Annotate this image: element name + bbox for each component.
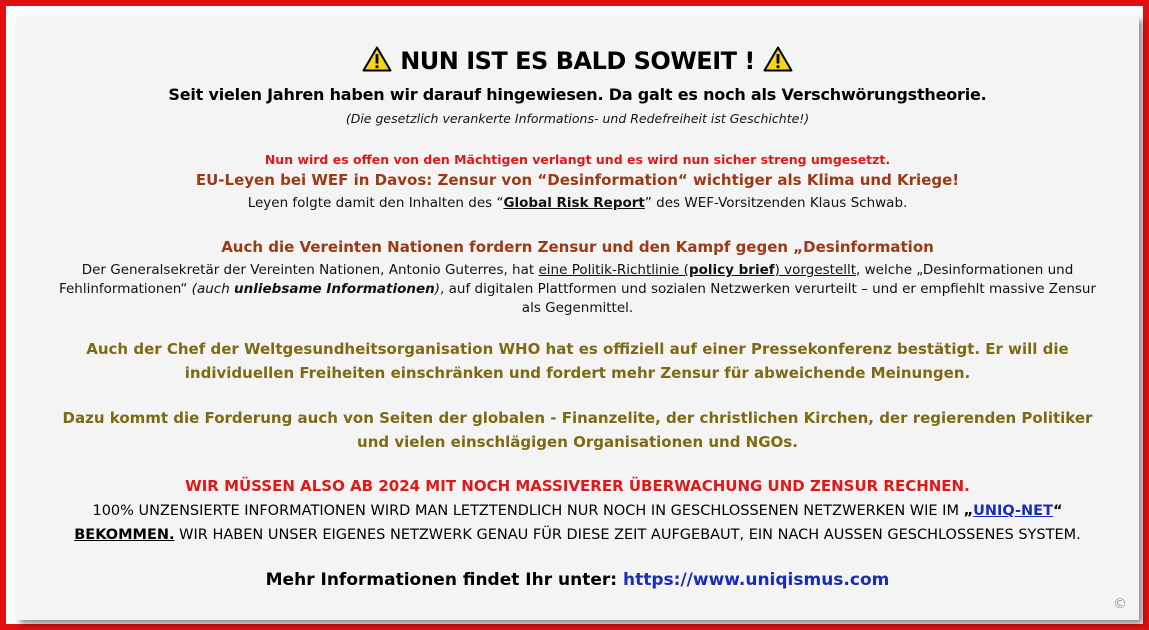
caps-text-2: WIR HABEN UNSER EIGENES NETZWERK GENAU FÜR DIESE ZEIT AUFGEBAUT, EIN NACH AUSSEN GESCHLOSSENES SYSTEM. (174, 527, 1081, 543)
notice-panel (16, 16, 1139, 620)
page-title-text: NUN IST ES BALD SOWEIT ! (400, 47, 755, 75)
leyen-text-before: Leyen folgte damit den Inhalten des “ (247, 195, 504, 211)
page-title (16, 46, 1139, 75)
policy-brief-link[interactable] (538, 262, 856, 278)
leyen-line (16, 195, 1139, 211)
un-italic (192, 281, 440, 297)
un-text-3: , auf digitalen Plattformen und sozialen Netzwerken verurteilt – und er empfiehlt massive Zensur als Gegenmittel. (440, 281, 1097, 316)
un-text-1: Der Generalsekretär der Vereinten Nationen, Antonio Guterres, hat (81, 262, 539, 278)
italic-bold: unliebsame Informationen (234, 281, 435, 297)
un-paragraph (56, 261, 1099, 318)
close-quote: “ (1052, 503, 1063, 519)
policy-brief-bold: policy brief (688, 262, 775, 278)
italic-end: ) (434, 281, 441, 297)
warning-icon (763, 46, 793, 72)
copyright-symbol: © (1113, 596, 1127, 612)
caps-text-1: 100% UNZENSIERTE INFORMATIONEN WIRD MAN LETZTENDLICH NUR NOCH IN GESCHLOSSENEN NETZWERKEN WIE IM (92, 503, 964, 519)
global-risk-report-link[interactable]: Global Risk Report (503, 195, 645, 211)
subtitle: Seit vielen Jahren haben wir darauf hingewiesen. Da galt es noch als Verschwörungstheorie. (168, 85, 987, 104)
more-info-label: Mehr Informationen findet Ihr unter: (265, 570, 623, 590)
caps-paragraph (36, 499, 1119, 547)
red-warning: WIR MÜSSEN ALSO AB 2024 MIT NOCH MASSIVERER ÜBERWACHUNG UND ZENSUR RECHNEN. (185, 477, 970, 495)
website-link[interactable]: https://www.uniqismus.com (623, 570, 890, 590)
italic-start: (auch (191, 281, 235, 297)
un-text-2: , welche „Desinformationen und Fehlinformationen“ (58, 262, 1074, 297)
un-heading: Auch die Vereinten Nationen fordern Zensur und den Kampf gegen „Desinformation (221, 238, 934, 256)
italic-note: (Die gesetzlich verankerte Informations- und Redefreiheit ist Geschichte!) (345, 111, 810, 126)
red-notice: Nun wird es offen von den Mächtigen verlangt und es wird nun sicher streng umgesetzt. (264, 152, 891, 167)
uniq-net-quote (964, 503, 1063, 519)
who-paragraph: Auch der Chef der Weltgesundheitsorganisation WHO hat es offiziell auf einer Pressekonferenz bestätigt. Er will die individuellen Freiheiten einschränken und fordert mehr Zensur für abweichende Meinungen. (86, 340, 1069, 382)
eu-heading: EU-Leyen bei WEF in Davos: Zensur von “Desinformation“ wichtiger als Klima und Kriege! (195, 171, 960, 189)
bekommen-bold: BEKOMMEN. (74, 527, 175, 543)
open-quote: „ (963, 503, 974, 519)
warning-icon (362, 46, 392, 72)
dazu-paragraph: Dazu kommt die Forderung auch von Seiten der globalen - Finanzelite, der christlichen Kirchen, der regierenden Politiker und vielen einschlägigen Organisationen und NGOs. (62, 409, 1093, 451)
leyen-text-after: ” des WEF-Vorsitzenden Klaus Schwab. (644, 195, 908, 211)
policy-text: eine Politik-Richtlinie ( (538, 262, 689, 278)
uniq-net-link[interactable]: UNIQ-NET (973, 503, 1053, 519)
policy-end: ) vorgestellt (774, 262, 857, 278)
more-info-line (16, 570, 1139, 590)
